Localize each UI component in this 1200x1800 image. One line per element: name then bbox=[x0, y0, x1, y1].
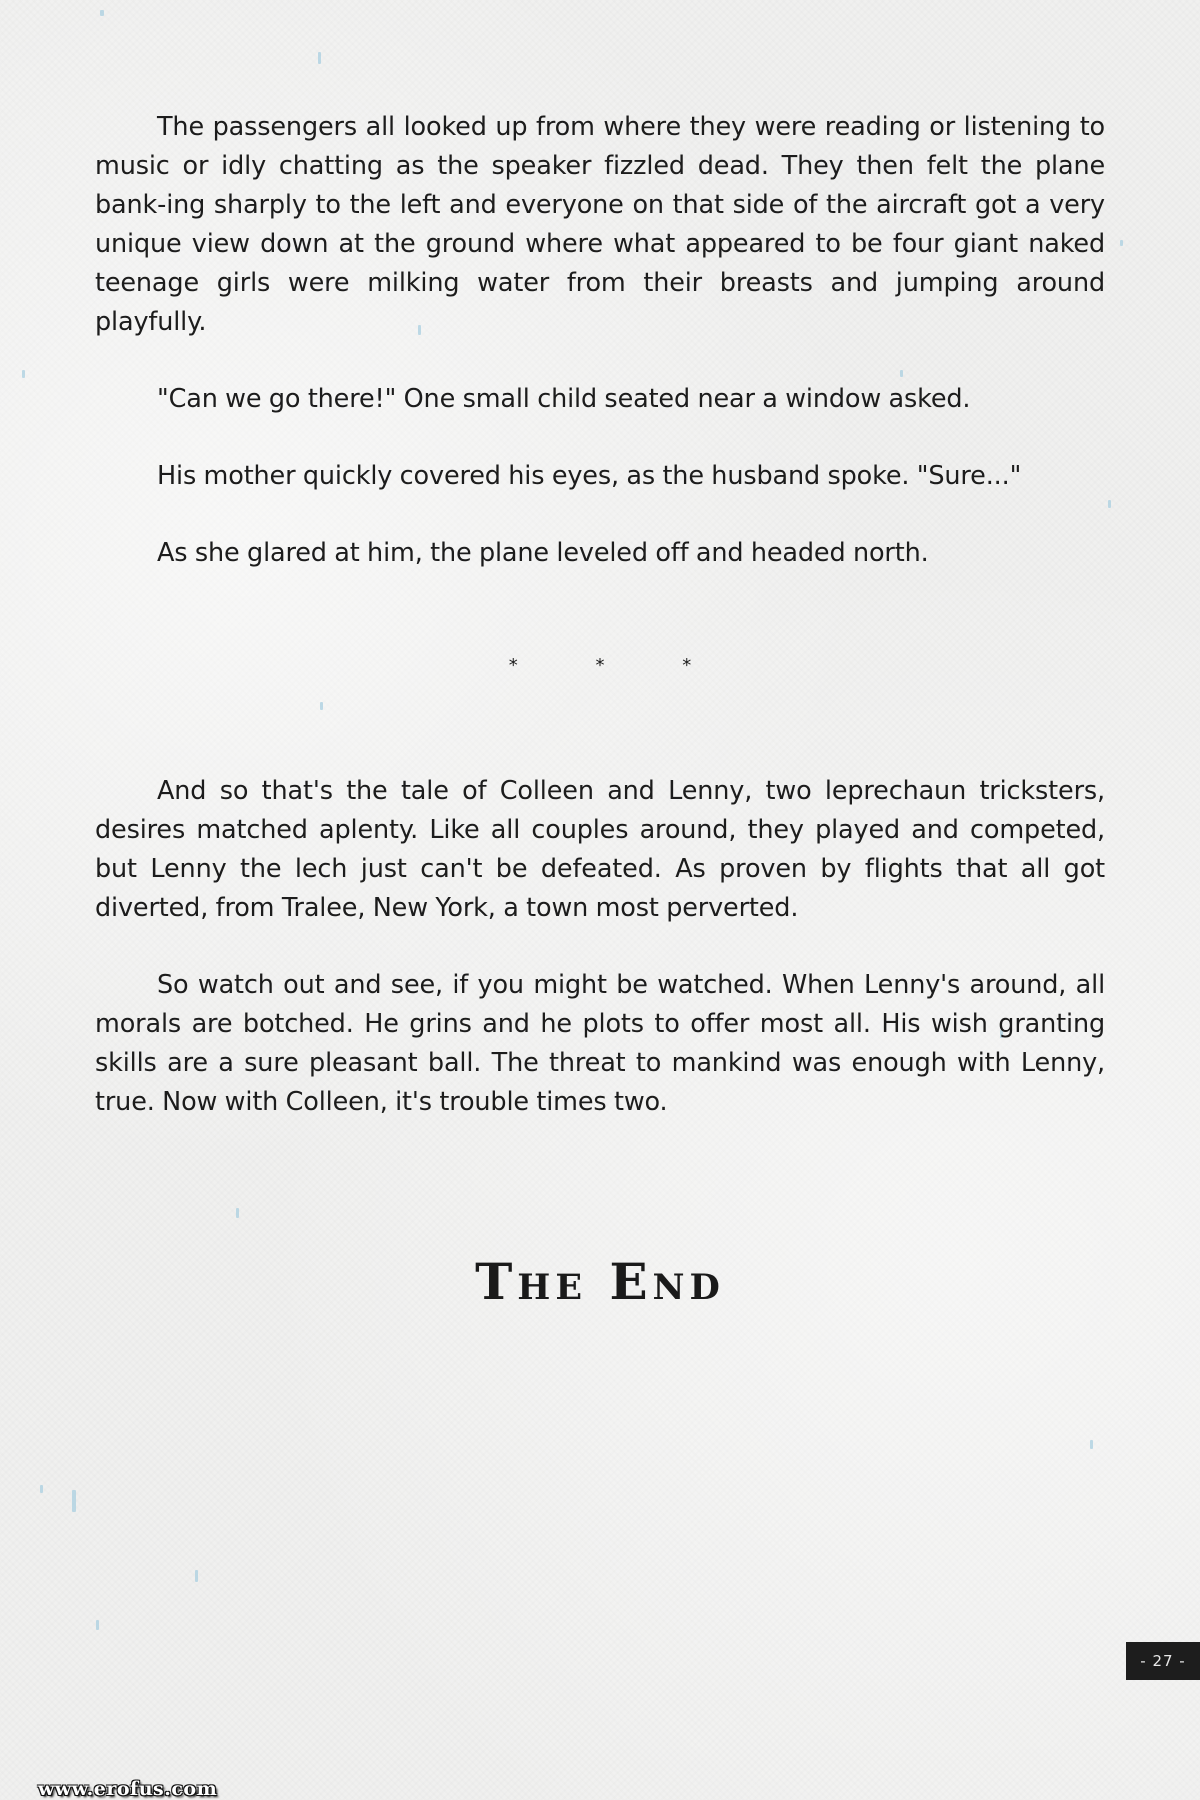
paper-fleck bbox=[72, 1490, 76, 1512]
story-paragraph: And so that's the tale of Colleen and Lenny, two leprechaun tricksters, desires matched aplenty. Like all couples around, they played and competed, but Lenny the lech just can't be defeated. As proven by flights that all got diverted, from Tralee, New York, a town most perverted. bbox=[95, 776, 1105, 923]
watermark-text: www.erofus.com bbox=[38, 1778, 218, 1800]
story-paragraph: His mother quickly covered his eyes, as the husband spoke. "Sure..." bbox=[157, 461, 1022, 491]
paper-fleck bbox=[40, 1485, 43, 1493]
paper-fleck bbox=[195, 1570, 198, 1582]
paper-fleck bbox=[1108, 500, 1111, 508]
paper-fleck bbox=[22, 370, 25, 378]
paper-fleck bbox=[100, 10, 104, 16]
paper-fleck bbox=[96, 1620, 99, 1630]
story-text-bottom bbox=[95, 772, 1105, 1160]
story-paragraph: As she glared at him, the plane leveled off and headed north. bbox=[157, 538, 929, 568]
paper-fleck bbox=[1090, 1440, 1093, 1449]
story-text-top bbox=[95, 108, 1105, 611]
paper-fleck bbox=[320, 702, 323, 710]
paper-fleck bbox=[1120, 240, 1123, 246]
scene-break bbox=[0, 655, 1200, 676]
ending-title: The End bbox=[475, 1252, 725, 1311]
paper-fleck bbox=[236, 1208, 239, 1218]
scene-break-asterisk: * bbox=[595, 655, 605, 676]
page-number-badge: - 27 - bbox=[1126, 1642, 1200, 1680]
scene-break-asterisk: * bbox=[682, 655, 692, 676]
scene-break-asterisk: * bbox=[508, 655, 518, 676]
story-paragraph: The passengers all looked up from where they were reading or listening to music or idly chatting as the speaker fizzled dead. They then felt the plane bank-ing sharply to the left and everyone on that side of the aircraft got a very unique view down at the ground where what appeared to be four giant naked teenage girls were milking water from their breasts and jumping around playfully. bbox=[95, 112, 1105, 337]
paper-fleck bbox=[318, 52, 321, 64]
story-paragraph: So watch out and see, if you might be watched. When Lenny's around, all morals are botched. He grins and he plots to offer most all. His wish granting skills are a sure pleasant ball. The threat to mankind was enough with Lenny, true. Now with Colleen, it's trouble times two. bbox=[95, 970, 1105, 1117]
story-paragraph: "Can we go there!" One small child seated near a window asked. bbox=[157, 384, 971, 414]
